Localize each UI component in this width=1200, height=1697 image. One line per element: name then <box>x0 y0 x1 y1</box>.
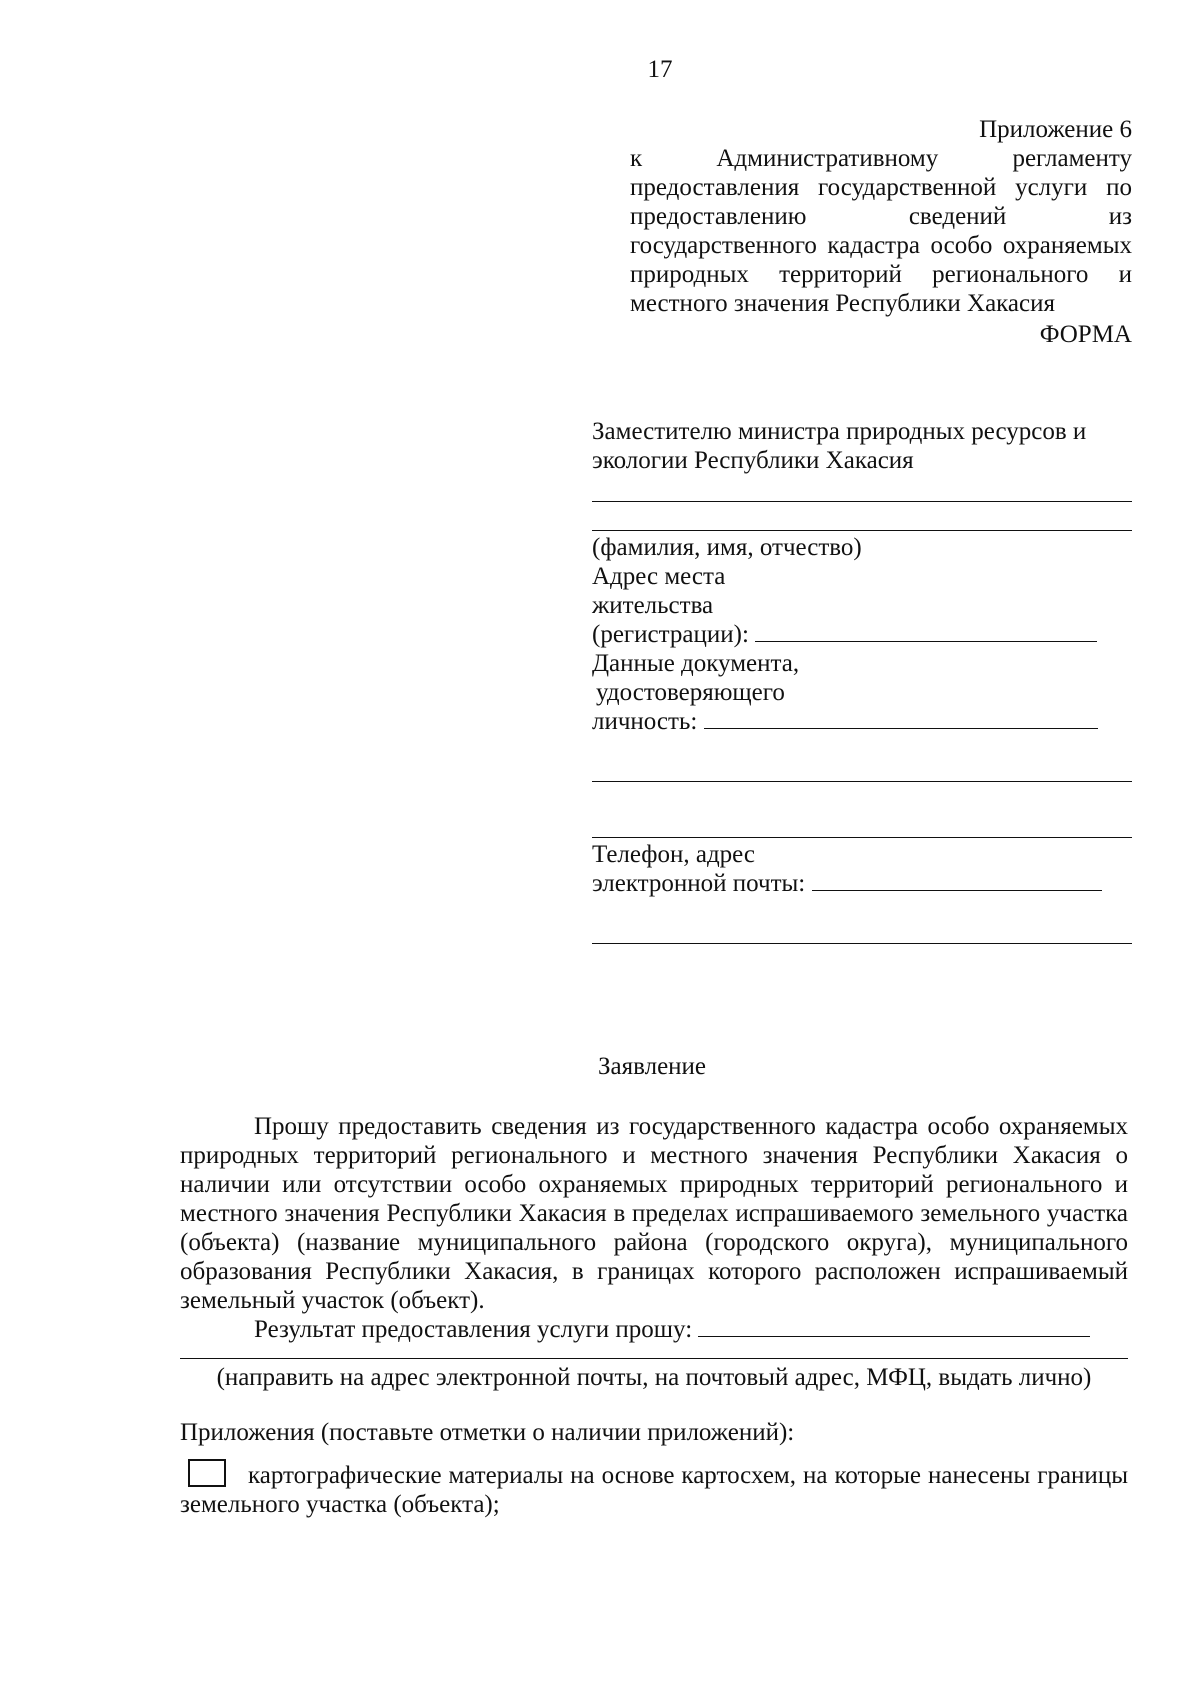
page-number: 17 <box>647 56 673 83</box>
id-label-3: личность: <box>592 708 698 735</box>
address-row <box>592 620 1132 649</box>
contact-row <box>592 869 1132 898</box>
result-field[interactable] <box>698 1316 1090 1337</box>
id-label-2: удостоверяющего <box>596 679 785 706</box>
recipient-text: Заместителю министра природных ресурсов и экологии Республики Хакасия <box>592 418 1087 474</box>
address-label-3: (регистрации): <box>592 621 749 648</box>
name-caption: (фамилия, имя, отчество) <box>592 534 862 561</box>
result-row <box>180 1315 1128 1344</box>
contact-field[interactable] <box>812 870 1102 891</box>
attachment-label-1: картографические материалы на основе картосхем, на которые нанесены границы земельного участка (объекта); <box>180 1462 1128 1518</box>
form-label: ФОРМА <box>1039 321 1132 348</box>
address-label-1: Адрес места <box>592 563 726 590</box>
id-document-line-2[interactable] <box>592 781 1132 782</box>
address-field[interactable] <box>755 621 1097 642</box>
appendix-title: Приложение 6 <box>979 116 1132 143</box>
appendix-basis-rest: предоставления государственной услуги по предоставлению сведений из государственного кадастра особо охраняемых природных территорий регионального и местного значения Республики Хакасия <box>630 174 1132 317</box>
attachments-label: Приложения (поставьте отметки о наличии приложений): <box>180 1419 795 1446</box>
attachment-item-1 <box>180 1461 1128 1519</box>
name-line-1[interactable] <box>592 501 1132 502</box>
contact-label-2: электронной почты: <box>592 870 806 897</box>
appendix-header <box>630 115 1132 349</box>
id-document-line-3[interactable] <box>592 837 1132 838</box>
id-document-field[interactable] <box>704 708 1098 729</box>
appendix-basis <box>630 144 1132 318</box>
result-caption: (направить на адрес электронной почты, на почтовый адрес, МФЦ, выдать лично) <box>216 1364 1092 1391</box>
application-body <box>180 1112 1128 1519</box>
result-line-2[interactable] <box>180 1358 1128 1359</box>
address-label-2: жительства <box>592 592 714 619</box>
appendix-basis-first-line: к Административному регламенту <box>630 145 1132 172</box>
id-row <box>592 707 1132 736</box>
request-paragraph: Прошу предоставить сведения из государственного кадастра особо охраняемых природных территорий регионального и местного значения Республики Хакасия о наличии или отсутствии особо охраняемых природных территорий регионального и местного значения Республики Хакасия в пределах испрашиваемого земельного участка (объекта) (название муниципального района (городского округа), муниципального образования Республики Хакасия, в границах которого расположен испрашиваемый земельный участок (объект). <box>180 1113 1128 1314</box>
id-label-1: Данные документа, <box>592 650 800 677</box>
document-title: Заявление <box>598 1053 707 1080</box>
attachment-checkbox-1[interactable] <box>188 1459 226 1487</box>
result-label: Результат предоставления услуги прошу: <box>254 1316 693 1343</box>
name-line-2[interactable] <box>592 530 1132 531</box>
contact-label-1: Телефон, адрес <box>592 841 756 868</box>
contact-line-2[interactable] <box>592 943 1132 944</box>
addressee-block <box>592 417 1132 944</box>
